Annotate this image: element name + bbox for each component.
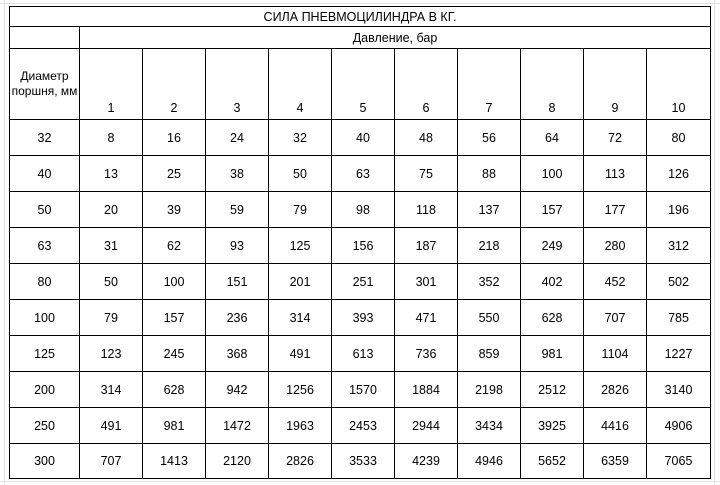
diameter-cell: 100 xyxy=(10,300,80,336)
force-value-cell: 48 xyxy=(395,120,458,156)
force-value-cell: 40 xyxy=(332,120,395,156)
force-value-cell: 859 xyxy=(458,336,521,372)
force-value-cell: 785 xyxy=(647,300,711,336)
corner-cell xyxy=(10,27,80,49)
force-value-cell: 24 xyxy=(206,120,269,156)
force-value-cell: 471 xyxy=(395,300,458,336)
force-value-cell: 736 xyxy=(395,336,458,372)
diameter-header: Диаметр поршня, мм xyxy=(10,49,80,120)
pressure-header: 9 xyxy=(584,49,647,120)
force-value-cell: 251 xyxy=(332,264,395,300)
force-value-cell: 1963 xyxy=(269,408,332,444)
force-value-cell: 4239 xyxy=(395,444,458,479)
pressure-header: 5 xyxy=(332,49,395,120)
force-value-cell: 156 xyxy=(332,228,395,264)
force-value-cell: 31 xyxy=(80,228,143,264)
diameter-cell: 80 xyxy=(10,264,80,300)
force-value-cell: 942 xyxy=(206,372,269,408)
force-value-cell: 502 xyxy=(647,264,711,300)
pressure-subtitle: Давление, бар xyxy=(80,27,711,49)
force-value-cell: 2826 xyxy=(584,372,647,408)
force-value-cell: 125 xyxy=(269,228,332,264)
table-row xyxy=(10,192,711,228)
force-value-cell: 628 xyxy=(521,300,584,336)
force-value-cell: 196 xyxy=(647,192,711,228)
force-value-cell: 981 xyxy=(521,336,584,372)
force-value-cell: 3533 xyxy=(332,444,395,479)
force-value-cell: 2453 xyxy=(332,408,395,444)
table-row xyxy=(10,336,711,372)
diameter-cell: 32 xyxy=(10,120,80,156)
force-value-cell: 3140 xyxy=(647,372,711,408)
force-value-cell: 312 xyxy=(647,228,711,264)
diameter-cell: 250 xyxy=(10,408,80,444)
table-body xyxy=(10,120,711,479)
force-value-cell: 123 xyxy=(80,336,143,372)
force-value-cell: 137 xyxy=(458,192,521,228)
force-value-cell: 187 xyxy=(395,228,458,264)
force-value-cell: 550 xyxy=(458,300,521,336)
force-value-cell: 157 xyxy=(521,192,584,228)
force-value-cell: 301 xyxy=(395,264,458,300)
pressure-header: 1 xyxy=(80,49,143,120)
force-value-cell: 707 xyxy=(584,300,647,336)
force-value-cell: 236 xyxy=(206,300,269,336)
force-value-cell: 2512 xyxy=(521,372,584,408)
force-value-cell: 177 xyxy=(584,192,647,228)
force-value-cell: 56 xyxy=(458,120,521,156)
diameter-cell: 50 xyxy=(10,192,80,228)
force-value-cell: 368 xyxy=(206,336,269,372)
force-value-cell: 5652 xyxy=(521,444,584,479)
force-value-cell: 491 xyxy=(80,408,143,444)
force-value-cell: 113 xyxy=(584,156,647,192)
force-value-cell: 100 xyxy=(521,156,584,192)
table-row xyxy=(10,444,711,479)
force-value-cell: 100 xyxy=(143,264,206,300)
pressure-header: 8 xyxy=(521,49,584,120)
force-value-cell: 314 xyxy=(269,300,332,336)
force-value-cell: 402 xyxy=(521,264,584,300)
force-value-cell: 7065 xyxy=(647,444,711,479)
force-value-cell: 63 xyxy=(332,156,395,192)
gridline xyxy=(0,3,720,4)
diameter-cell: 125 xyxy=(10,336,80,372)
force-value-cell: 1570 xyxy=(332,372,395,408)
force-value-cell: 280 xyxy=(584,228,647,264)
force-value-cell: 1256 xyxy=(269,372,332,408)
force-value-cell: 2198 xyxy=(458,372,521,408)
table-title: СИЛА ПНЕВМОЦИЛИНДРА В КГ. xyxy=(10,7,711,27)
force-value-cell: 249 xyxy=(521,228,584,264)
force-value-cell: 118 xyxy=(395,192,458,228)
pressure-header: 2 xyxy=(143,49,206,120)
pressure-header: 10 xyxy=(647,49,711,120)
force-value-cell: 93 xyxy=(206,228,269,264)
force-value-cell: 4946 xyxy=(458,444,521,479)
force-value-cell: 1413 xyxy=(143,444,206,479)
force-value-cell: 1227 xyxy=(647,336,711,372)
force-value-cell: 157 xyxy=(143,300,206,336)
force-value-cell: 1472 xyxy=(206,408,269,444)
force-value-cell: 1104 xyxy=(584,336,647,372)
force-value-cell: 628 xyxy=(143,372,206,408)
force-value-cell: 75 xyxy=(395,156,458,192)
table-row xyxy=(10,372,711,408)
force-value-cell: 2120 xyxy=(206,444,269,479)
force-value-cell: 39 xyxy=(143,192,206,228)
force-value-cell: 79 xyxy=(269,192,332,228)
force-value-cell: 88 xyxy=(458,156,521,192)
diameter-cell: 63 xyxy=(10,228,80,264)
force-value-cell: 3434 xyxy=(458,408,521,444)
force-value-cell: 80 xyxy=(647,120,711,156)
force-value-cell: 32 xyxy=(269,120,332,156)
force-value-cell: 64 xyxy=(521,120,584,156)
table-row xyxy=(10,408,711,444)
table-row xyxy=(10,120,711,156)
force-value-cell: 6359 xyxy=(584,444,647,479)
force-value-cell: 981 xyxy=(143,408,206,444)
force-value-cell: 13 xyxy=(80,156,143,192)
force-value-cell: 98 xyxy=(332,192,395,228)
force-value-cell: 4906 xyxy=(647,408,711,444)
table-row xyxy=(10,156,711,192)
force-value-cell: 72 xyxy=(584,120,647,156)
table-row xyxy=(10,264,711,300)
diameter-cell: 200 xyxy=(10,372,80,408)
force-value-cell: 38 xyxy=(206,156,269,192)
force-value-cell: 50 xyxy=(80,264,143,300)
force-value-cell: 707 xyxy=(80,444,143,479)
force-value-cell: 245 xyxy=(143,336,206,372)
force-value-cell: 491 xyxy=(269,336,332,372)
force-value-cell: 16 xyxy=(143,120,206,156)
force-value-cell: 1884 xyxy=(395,372,458,408)
force-value-cell: 314 xyxy=(80,372,143,408)
force-value-cell: 62 xyxy=(143,228,206,264)
force-value-cell: 393 xyxy=(332,300,395,336)
force-value-cell: 452 xyxy=(584,264,647,300)
force-value-cell: 201 xyxy=(269,264,332,300)
force-value-cell: 4416 xyxy=(584,408,647,444)
table-row xyxy=(10,228,711,264)
force-value-cell: 79 xyxy=(80,300,143,336)
force-value-cell: 151 xyxy=(206,264,269,300)
force-value-cell: 50 xyxy=(269,156,332,192)
pressure-header: 7 xyxy=(458,49,521,120)
gridline xyxy=(4,0,5,485)
force-value-cell: 126 xyxy=(647,156,711,192)
gridline xyxy=(0,481,720,482)
pressure-header: 4 xyxy=(269,49,332,120)
force-value-cell: 3925 xyxy=(521,408,584,444)
force-value-cell: 218 xyxy=(458,228,521,264)
diameter-cell: 300 xyxy=(10,444,80,479)
force-value-cell: 352 xyxy=(458,264,521,300)
pneumatic-force-table xyxy=(9,6,711,479)
force-value-cell: 613 xyxy=(332,336,395,372)
force-value-cell: 59 xyxy=(206,192,269,228)
pressure-header: 6 xyxy=(395,49,458,120)
force-value-cell: 8 xyxy=(80,120,143,156)
gridline xyxy=(714,0,715,485)
force-value-cell: 25 xyxy=(143,156,206,192)
force-value-cell: 2944 xyxy=(395,408,458,444)
table-row xyxy=(10,300,711,336)
diameter-cell: 40 xyxy=(10,156,80,192)
force-value-cell: 20 xyxy=(80,192,143,228)
force-value-cell: 2826 xyxy=(269,444,332,479)
pressure-header: 3 xyxy=(206,49,269,120)
